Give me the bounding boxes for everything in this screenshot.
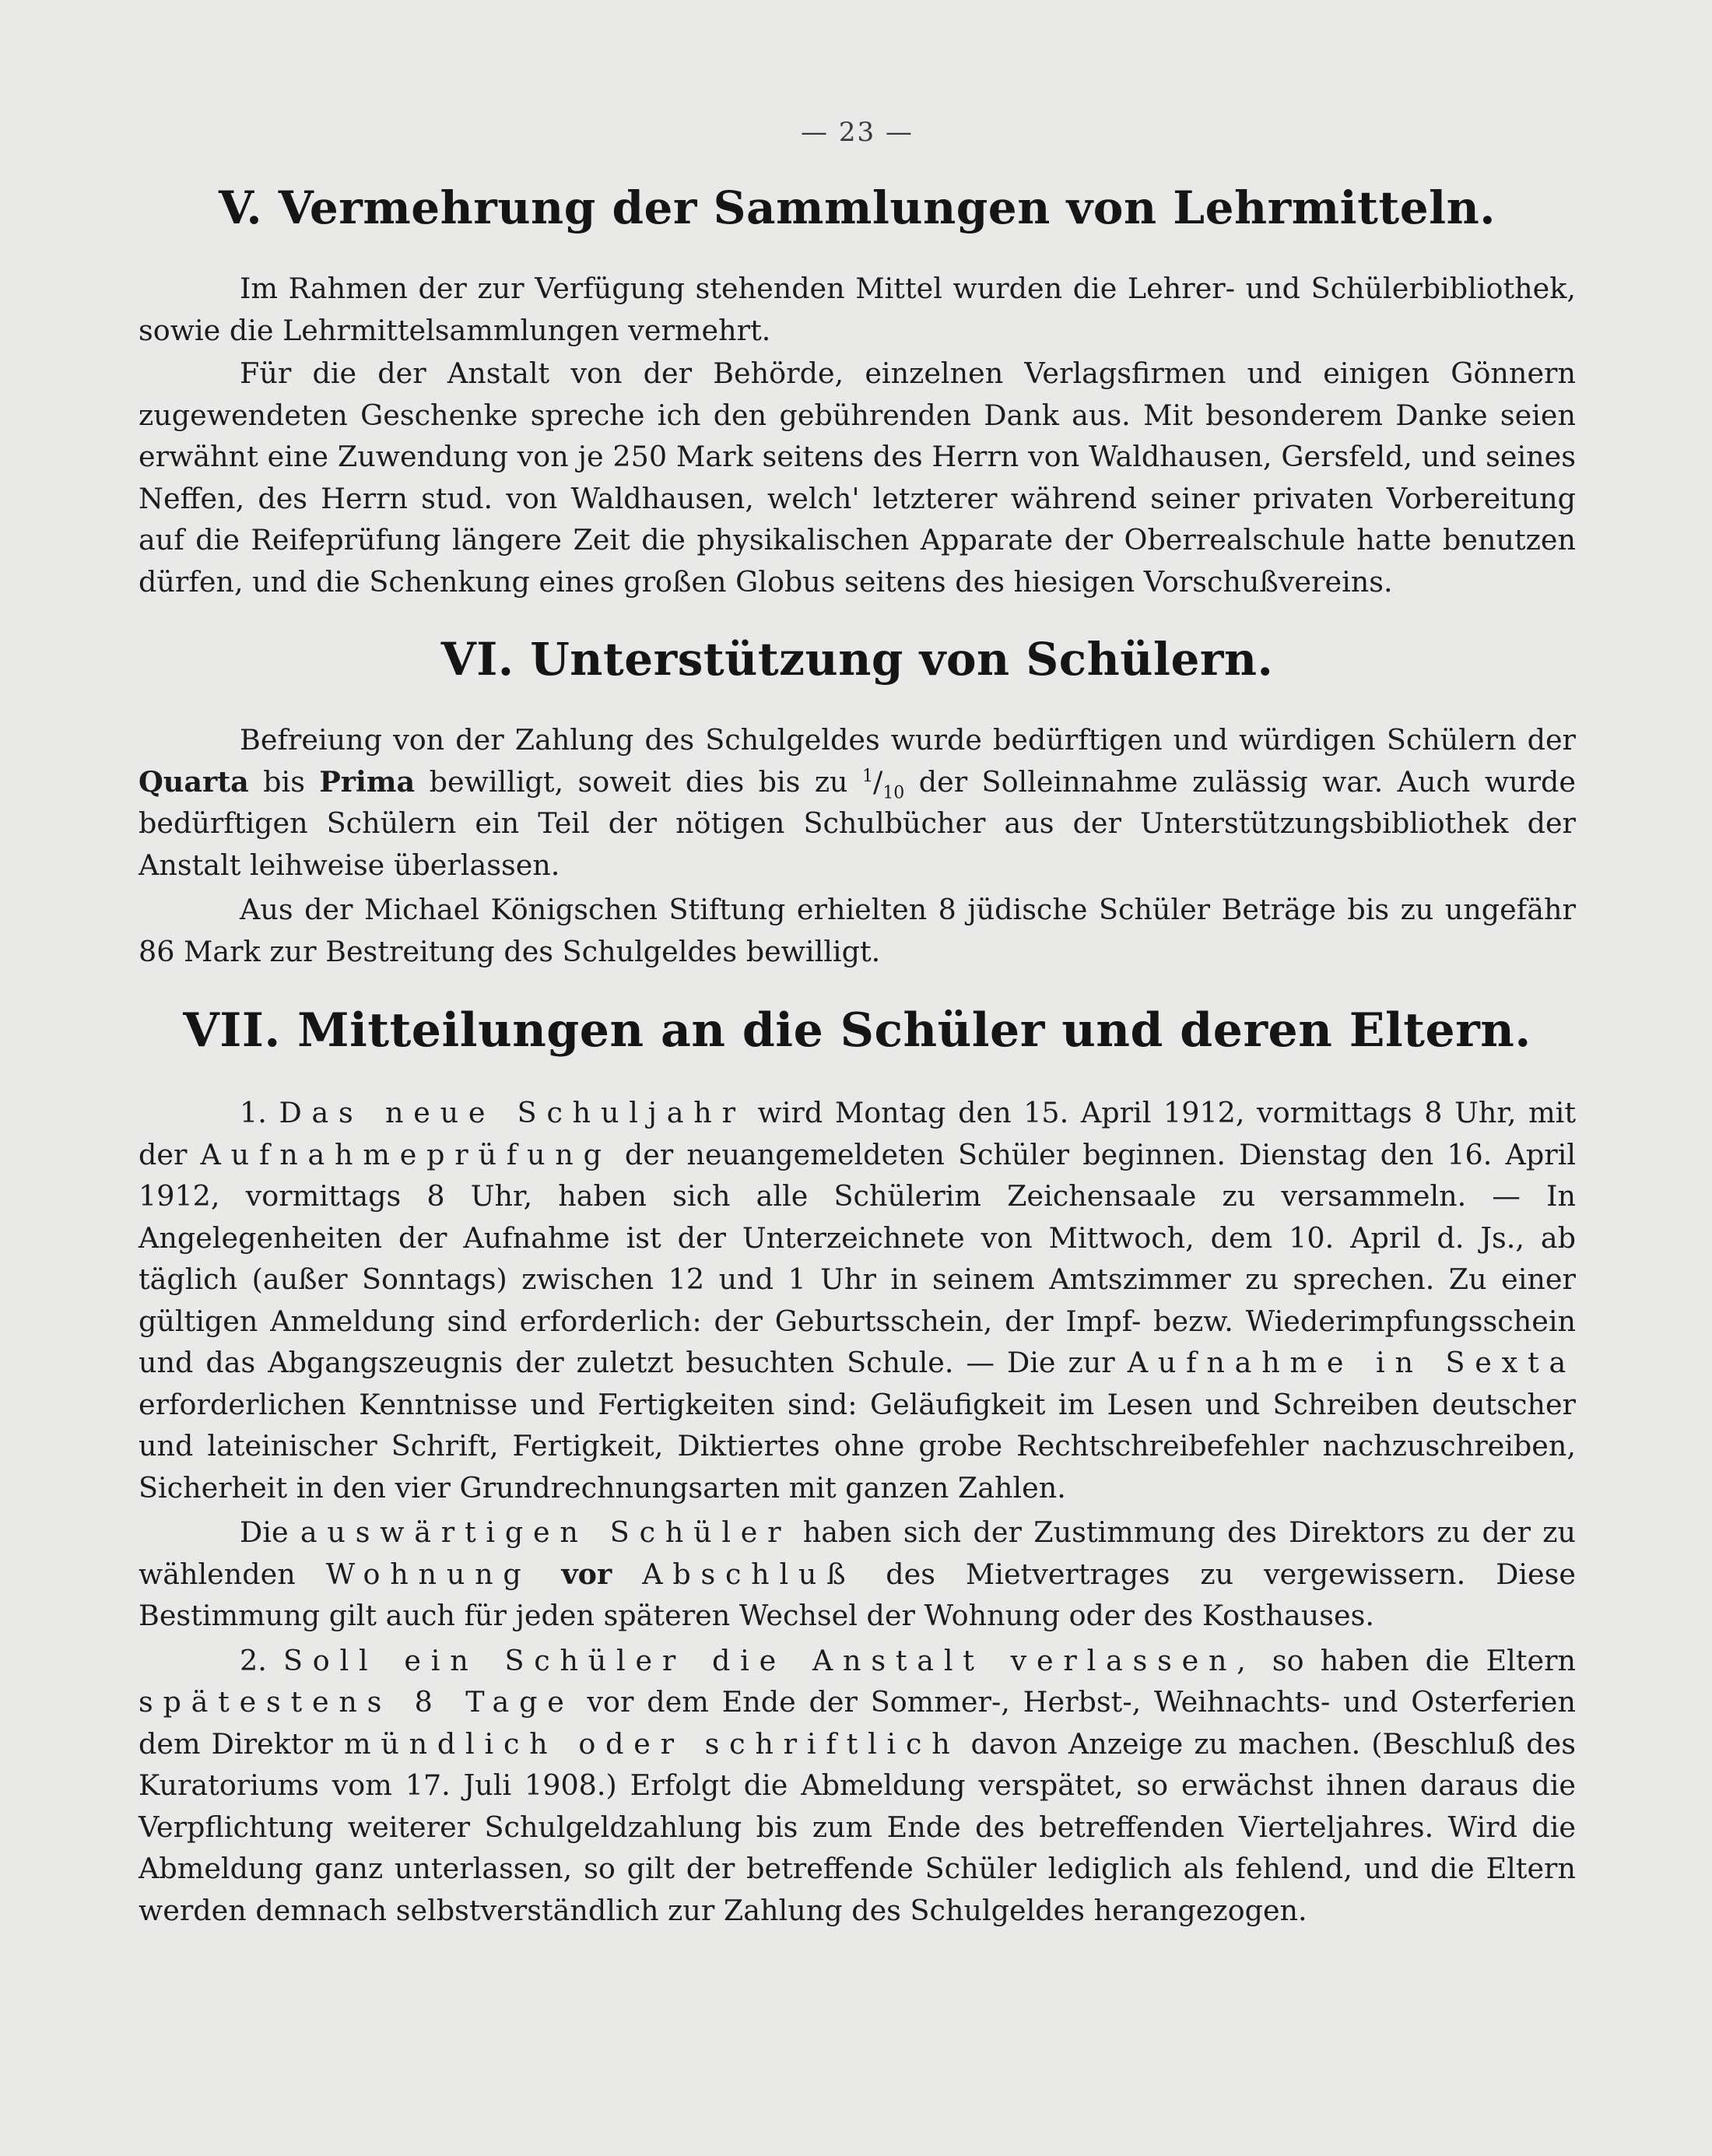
text-run: erforderlichen Kenntnisse und Fertigkeiten sind: Geläufigkeit im Lesen und Schreiben deutscher und lateinischer Schrift, Fertigkeit, Diktiertes ohne grobe Rechtschreibefehler nachzuschreiben, Sicherheit in den vier Grundrechnungsarten mit ganzen Zahlen. — [139, 1387, 1576, 1505]
fraction-denominator: 10 — [882, 782, 905, 802]
emphasis-text: Das neue Schuljahr — [279, 1096, 745, 1129]
emphasis-text: Abschluß — [642, 1557, 856, 1591]
text-run: Befreiung von der Zahlung des Schulgeldes wurde bedürftigen und würdigen Schülern der — [240, 723, 1576, 757]
text-run: haben sich der Zustimmung des Direktors zu der zu wählenden — [139, 1515, 1576, 1591]
class-name-prima: Prima — [319, 764, 416, 799]
text-run: bewilligt, soweit dies bis zu — [429, 764, 848, 799]
emphasis-text: Wohnung — [325, 1557, 531, 1591]
paragraph: Aus der Michael Königschen Stiftung erhielten 8 jüdische Schüler Beträge bis zu ungefähr 86 Mark zur Bestreitung des Schulgeldes bewilligt. — [139, 893, 1576, 968]
fraction-numerator: 1 — [862, 766, 873, 786]
text-run: des Mietvertrages zu vergewissern. Diese Bestimmung gilt auch für jeden späteren Wechsel der Wohnung oder des Kosthauses. — [139, 1557, 1576, 1632]
section-v — [139, 181, 1576, 602]
text-run: wird Montag den 15. April 1912, vormittags 8 Uhr, mit der — [139, 1096, 1577, 1171]
emphasis-text: Soll ein Schüler die Anstalt verlassen, — [283, 1643, 1256, 1677]
section-heading: V. Vermehrung der Sammlungen von Lehrmitteln. — [218, 181, 1496, 234]
fraction-slash: / — [873, 764, 883, 799]
page-number: — 23 — — [801, 117, 914, 148]
paragraph — [139, 1640, 1576, 1932]
text-run: vor dem Ende der Sommer-, Herbst-, Weihnachts- und Osterferien dem Direktor — [139, 1685, 1576, 1761]
paragraph: Für die der Anstalt von der Behörde, einzelnen Verlagsfirmen und einigen Gönnern zugewendeten Geschenke spreche ich den gebührenden Dank aus. Mit besonderem Danke seien erwähnt eine Zuwendung von je 250 Mark seitens des Herrn von Waldhausen, Gersfeld, und seines Neffen, des Herrn stud. von Waldhausen, welch' letzterer während seiner privaten Vorbereitung auf die Reifeprüfung längere Zeit die physikalischen Apparate der Oberrealschule hatte benutzen dürfen, und die Schenkung eines großen Globus seitens des hiesigen Vorschußvereins. — [139, 356, 1576, 599]
text-run: Die — [240, 1515, 289, 1549]
emphasis-text: spätestens 8 Tage — [139, 1685, 574, 1719]
emphasis-text: mündlich oder schriftlich — [343, 1726, 960, 1761]
emphasis-text: auswärtigen Schüler — [300, 1515, 791, 1549]
class-name-quarta: Quarta — [139, 764, 249, 799]
section-vi — [139, 632, 1576, 972]
emphasis-text: Aufnahme in Sexta — [1127, 1346, 1577, 1379]
emphasis-text: Aufnahmeprüfung — [200, 1137, 612, 1171]
item-number: 2. — [240, 1643, 267, 1677]
section-vii — [139, 1003, 1576, 1931]
text-run: davon Anzeige zu machen. (Beschluß des Kuratoriums vom 17. Juli 1908.) Erfolgt die Abmeldung verspätet, so erwächst ihnen daraus die Verpflichtung weiterer Schulgeldzahlung bis zum Ende des betreffenden Vierteljahres. Wird die Abmeldung ganz unterlassen, so gilt der betreffende Schüler lediglich als fehlend, und die Eltern werden demnach selbstverständlich zur Zahlung des Schulgeldes herangezogen. — [139, 1726, 1576, 1927]
paragraph — [139, 1512, 1576, 1637]
text-run: bis — [263, 764, 305, 799]
text-run: so haben die Eltern — [1272, 1643, 1577, 1677]
paragraph: Im Rahmen der zur Verfügung stehenden Mittel wurden die Lehrer- und Schülerbibliothek, sowie die Lehrmittelsammlungen vermehrt. — [139, 272, 1576, 347]
section-heading: VI. Unterstützung von Schülern. — [440, 633, 1274, 686]
text-run: der neuangemeldeten Schüler beginnen. Dienstag den 16. April 1912, vormittags 8 Uhr, haben sich alle Schülerim Zeichensaale zu versammeln. — In Angelegenheiten der Aufnahme ist der Unterzeichnete von Mittwoch, dem 10. April d. Js., ab täglich (außer Sonntags) zwischen 12 und 1 Uhr in seinem Amtszimmer zu sprechen. Zu einer gültigen Anmeldung sind erforderlich: der Geburtsschein, der Impf- bezw. Wiederimpfungsschein und das Abgangszeugnis der zuletzt besuchten Schule. — Die zur — [139, 1137, 1576, 1379]
paragraph — [139, 1092, 1576, 1508]
paragraph — [139, 719, 1576, 886]
text-run: der Solleinnahme zulässig war. Auch wurde bedürftigen Schülern ein Teil der nötigen Schulbücher aus der Unterstützungsbibliothek der Anstalt leihweise überlassen. — [139, 764, 1577, 882]
item-number: 1. — [240, 1096, 267, 1129]
section-heading: VII. Mitteilungen an die Schüler und deren Eltern. — [183, 1003, 1531, 1058]
emphasis-bold: vor — [561, 1557, 612, 1591]
fraction — [862, 764, 905, 802]
